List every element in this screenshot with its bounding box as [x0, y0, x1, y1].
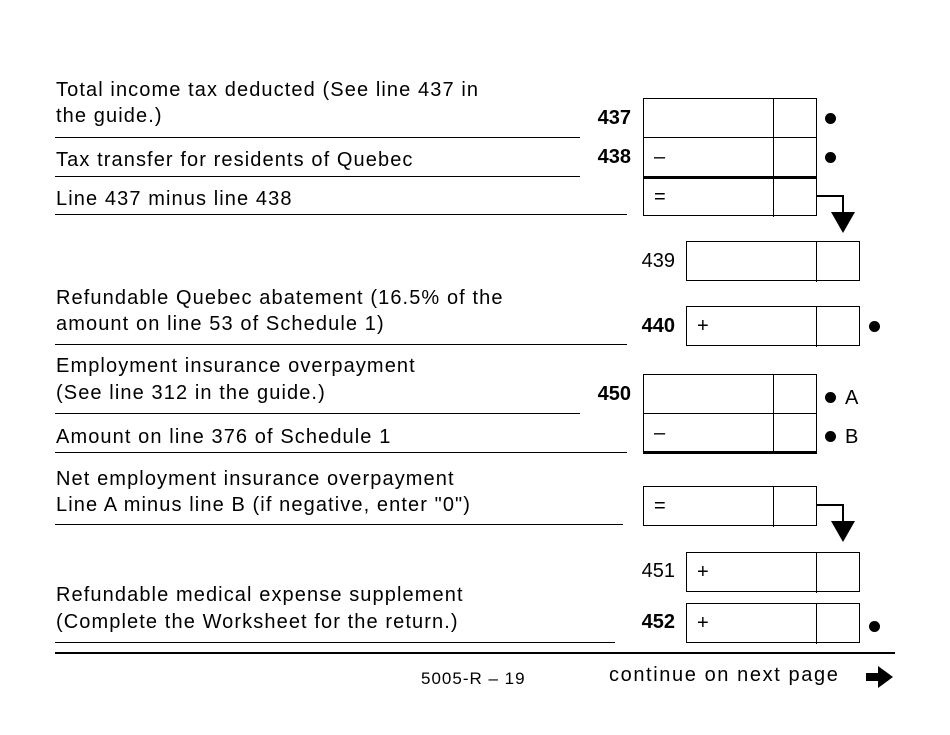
bullet-dot-icon [869, 321, 880, 332]
cents-divider [773, 413, 774, 453]
amount-field-451[interactable] [686, 552, 860, 592]
sign-b: – [654, 421, 666, 444]
rule-440 [55, 344, 627, 345]
label-line-b: Amount on line 376 of Schedule 1 [56, 426, 392, 448]
label-438: Tax transfer for residents of Quebec [56, 149, 414, 171]
down-arrow-icon [814, 188, 859, 236]
line-number-439: 439 [641, 250, 675, 272]
amount-field-440[interactable] [686, 306, 860, 346]
label-437-line2: the guide.) [56, 105, 163, 127]
bullet-dot-icon [825, 113, 836, 124]
bullet-dot-icon [869, 621, 880, 632]
right-arrow-icon [866, 665, 894, 689]
sign-451: + [697, 561, 709, 583]
line-number-450: 450 [597, 383, 631, 405]
amount-field-438[interactable] [643, 137, 817, 177]
label-440-line2: amount on line 53 of Schedule 1) [56, 313, 385, 335]
cents-divider [773, 98, 774, 139]
marker-b: B [845, 426, 859, 448]
line-number-451: 451 [641, 560, 675, 582]
amount-field-subtotal-1[interactable] [643, 176, 817, 216]
label-440-line1: Refundable Quebec abatement (16.5% of the [56, 287, 504, 309]
footer-rule [55, 652, 895, 654]
rule-438 [55, 176, 580, 177]
line-number-437: 437 [597, 107, 631, 129]
label-452-line1: Refundable medical expense supplement [56, 584, 464, 606]
sign-440: + [697, 315, 709, 337]
line-number-452: 452 [641, 611, 675, 633]
label-452-line2: (Complete the Worksheet for the return.) [56, 611, 459, 633]
rule-subtotal-2 [55, 524, 623, 525]
amount-field-450[interactable] [643, 374, 817, 414]
cents-divider [773, 137, 774, 178]
rule-452 [55, 642, 615, 643]
cents-divider [773, 374, 774, 415]
cents-divider [773, 486, 774, 527]
sign-subtotal-2: = [654, 495, 666, 517]
label-subtotal-1: Line 437 minus line 438 [56, 188, 293, 210]
bullet-dot-icon [825, 152, 836, 163]
rule-437 [55, 137, 580, 138]
rule-line-b [55, 452, 627, 453]
amount-field-subtotal-2[interactable] [643, 486, 817, 526]
amount-field-439[interactable] [686, 241, 860, 281]
label-subtotal-2-line1: Net employment insurance overpayment [56, 468, 455, 490]
label-450-line1: Employment insurance overpayment [56, 355, 416, 377]
label-450-line2: (See line 312 in the guide.) [56, 382, 326, 404]
sign-452: + [697, 612, 709, 634]
amount-field-b[interactable] [643, 413, 817, 454]
rule-subtotal-1 [55, 214, 627, 215]
marker-a: A [845, 387, 859, 409]
sign-438: – [654, 146, 666, 168]
line-number-440: 440 [641, 315, 675, 337]
cents-divider [816, 552, 817, 593]
label-subtotal-2-line2: Line A minus line B (if negative, enter "0") [56, 494, 472, 516]
bullet-dot-icon [825, 431, 836, 442]
cents-divider [773, 178, 774, 217]
label-437-line1: Total income tax deducted (See line 437 in [56, 79, 480, 101]
line-number-438: 438 [597, 146, 631, 168]
cents-divider [816, 306, 817, 347]
form-code: 5005-R – 19 [421, 669, 526, 688]
sign-subtotal-1: = [654, 186, 666, 208]
cents-divider [816, 241, 817, 282]
amount-field-437[interactable] [643, 98, 817, 138]
continue-text: continue on next page [609, 664, 840, 686]
bullet-dot-icon [825, 392, 836, 403]
rule-450 [55, 413, 580, 414]
cents-divider [816, 603, 817, 644]
down-arrow-icon [814, 497, 859, 545]
amount-field-452[interactable] [686, 603, 860, 643]
